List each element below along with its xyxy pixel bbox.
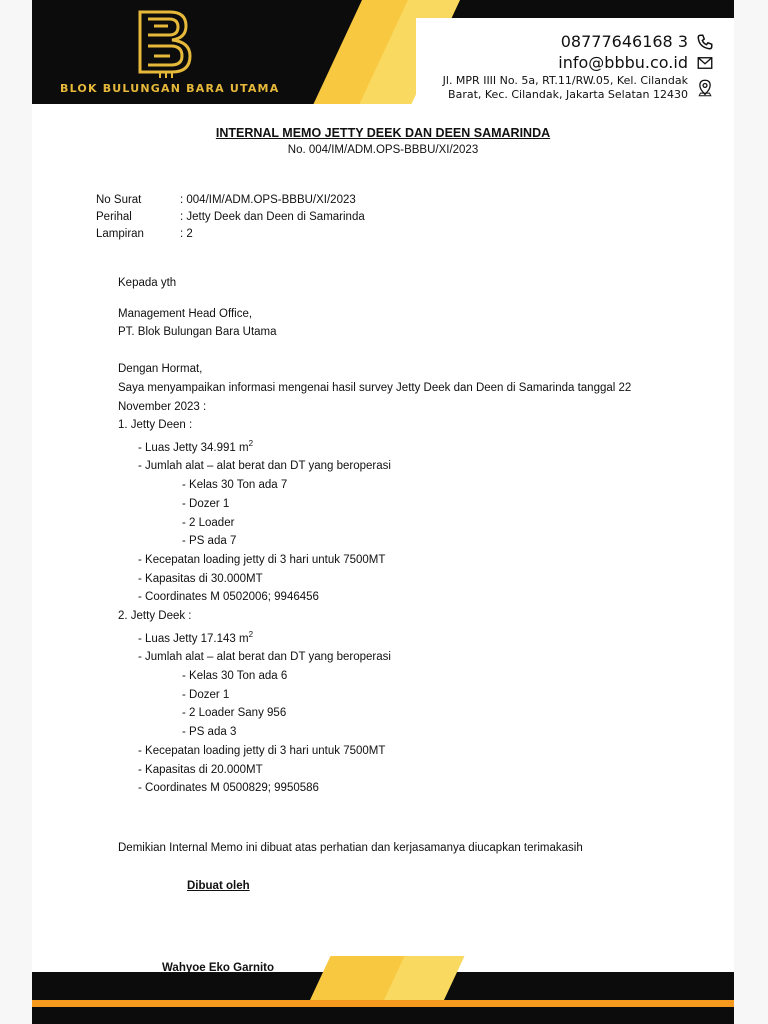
phone-row	[443, 32, 714, 51]
jetty-alat-item: - 2 Loader	[182, 516, 235, 529]
meta-label: Lampiran	[96, 228, 144, 240]
memo-title: INTERNAL MEMO JETTY DEEK DAN DEEN SAMARINDA	[215, 126, 551, 140]
letter-footer	[32, 956, 734, 1024]
jetty-luas: - Luas Jetty 17.143 $m^2$	[138, 629, 254, 645]
company-name: BLOK BULUNGAN BARA UTAMA	[60, 82, 280, 95]
address-line-2: Barat, Kec. Cilandak, Jakarta Selatan 12430	[448, 88, 688, 101]
recipient-greeting: Kepada yth	[118, 277, 177, 289]
jetty-alat: - Jumlah alat – alat berat dan DT yang beroperasi	[138, 460, 391, 473]
salutation: Dengan Hormat,	[118, 363, 203, 376]
memo-body	[118, 274, 678, 798]
meta-row-no-surat	[96, 194, 365, 211]
jetty-luas: - Luas Jetty 34.991 $m^2$	[138, 438, 254, 454]
meta-value: : 2	[180, 228, 193, 240]
jetty-alat-item: - Dozer 1	[182, 497, 230, 510]
address-row	[443, 74, 714, 102]
jetty-kecepatan: - Kecepatan loading jetty di 3 hari untuk 7500MT	[138, 744, 386, 757]
location-pin-icon	[696, 79, 714, 97]
contact-block	[443, 32, 714, 104]
email-row	[443, 53, 714, 72]
address-line-1: Jl. MPR IIII No. 5a, RT.11/RW.05, Kel. Cilandak	[442, 74, 688, 87]
jetty-kapasitas: - Kapasitas di 20.000MT	[138, 763, 263, 776]
meta-row-perihal	[96, 211, 365, 228]
phone-icon	[696, 33, 714, 51]
bbbu-logo-icon	[132, 6, 196, 78]
jetty-coordinates: - Coordinates M 0500829; 9950586	[138, 782, 319, 795]
recipient-line: Management Head Office,	[118, 307, 253, 320]
meta-value: : Jetty Deek dan Deen di Samarinda	[180, 211, 365, 223]
jetty-heading: 1. Jetty Deen :	[118, 419, 193, 432]
jetty-alat-item: - Kelas 30 Ton ada 6	[182, 670, 288, 683]
jetty-alat-item: - Kelas 30 Ton ada 7	[182, 479, 288, 492]
signer-name: Wahyoe Eko Garnito	[162, 962, 275, 974]
email-address[interactable]: info@bbbu.co.id	[558, 53, 688, 72]
jetty-alat-item: - Dozer 1	[182, 688, 230, 701]
jetty-alat: - Jumlah alat – alat berat dan DT yang beroperasi	[138, 651, 391, 664]
phone-number[interactable]: 08777646168 3	[560, 32, 688, 51]
recipient-line: PT. Blok Bulungan Bara Utama	[118, 326, 277, 339]
memo-number: No. 004/IM/ADM.OPS-BBBU/XI/2023	[287, 144, 479, 156]
meta-value: : 004/IM/ADM.OPS-BBBU/XI/2023	[180, 194, 356, 206]
jetty-heading: 2. Jetty Deek :	[118, 610, 192, 623]
footer-bottom-band	[32, 1007, 734, 1024]
intro-paragraph: Saya menyampaikan informasi mengenai hasil survey Jetty Deek dan Deen di Samarinda tanggal 22	[118, 381, 632, 394]
closing-paragraph: Demikian Internal Memo ini dibuat atas perhatian dan kerjasamanya diucapkan terimakasih	[118, 842, 583, 854]
jetty-coordinates: - Coordinates M 0502006; 9946456	[138, 591, 319, 604]
jetty-kapasitas: - Kapasitas di 30.000MT	[138, 572, 263, 585]
jetty-kecepatan: - Kecepatan loading jetty di 3 hari untuk 7500MT	[138, 553, 386, 566]
meta-label: No Surat	[96, 194, 142, 206]
mail-icon	[696, 54, 714, 72]
intro-paragraph: November 2023 :	[118, 400, 207, 413]
footer-orange-band	[32, 1000, 734, 1007]
memo-page	[32, 0, 734, 1024]
meta-row-lampiran	[96, 228, 365, 245]
meta-label: Perihal	[96, 211, 132, 223]
jetty-alat-item: - 2 Loader Sany 956	[182, 707, 287, 720]
jetty-alat-item: - PS ada 7	[182, 535, 237, 548]
letterhead	[32, 0, 734, 112]
signed-by-label: Dibuat oleh	[187, 880, 250, 892]
memo-meta	[96, 194, 365, 245]
jetty-alat-item: - PS ada 3	[182, 726, 237, 739]
